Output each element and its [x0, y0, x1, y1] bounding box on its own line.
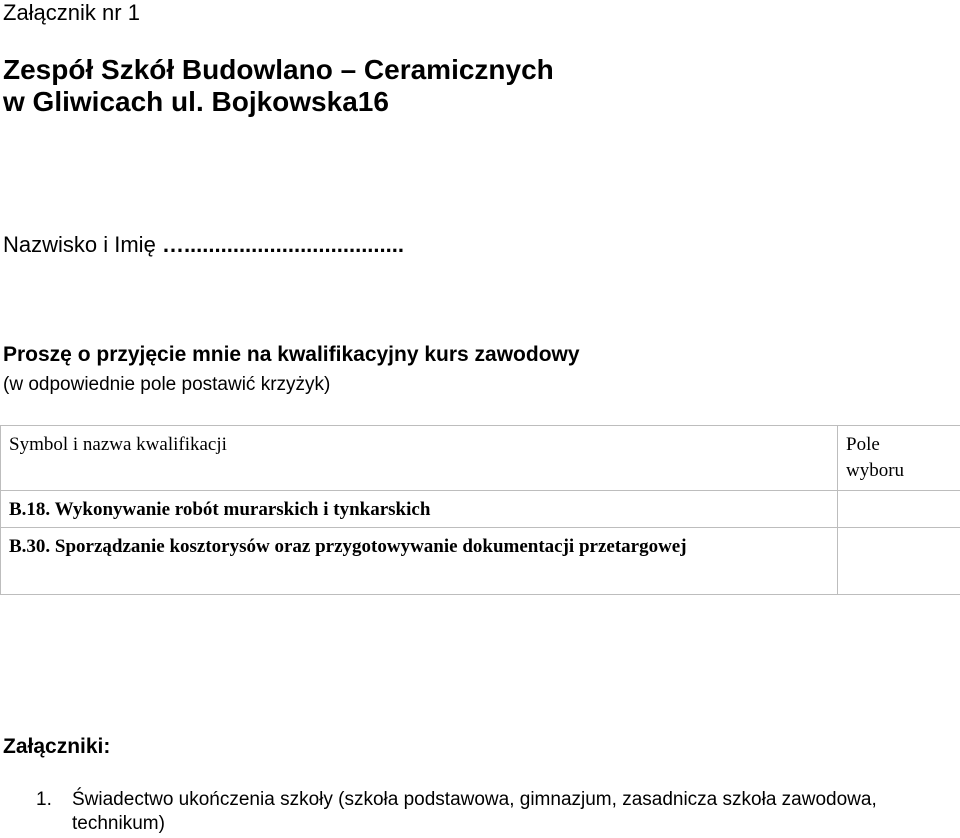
- school-name: [3, 54, 554, 118]
- header-choice-line-1: Pole: [846, 434, 880, 455]
- qualification-b30-choice-box[interactable]: [838, 528, 960, 595]
- qualification-b18-label: B.18. Wykonywanie robót murarskich i tynkarskich: [1, 491, 838, 528]
- school-name-line-1: Zespół Szkół Budowlano – Ceramicznych: [3, 54, 554, 85]
- table-row: [1, 491, 960, 528]
- qualification-b30-label: B.30. Sporządzanie kosztorysów oraz przygotowywanie dokumentacji przetargowej: [1, 528, 838, 595]
- name-field-dots[interactable]: …....................................: [161, 232, 404, 257]
- attachment-text: Świadectwo ukończenia szkoły (szkoła podstawowa, gimnazjum, zasadnicza szkoła zawodowa, technikum): [72, 789, 877, 834]
- qualification-b18-choice-box[interactable]: [838, 491, 960, 528]
- attachments-heading: Załączniki:: [3, 735, 111, 758]
- header-choice-line-2: wyboru: [846, 460, 905, 481]
- request-text: Proszę o przyjęcie mnie na kwalifikacyjny kurs zawodowy: [3, 343, 580, 366]
- header-choice-field: [838, 426, 960, 491]
- attachments-list: [36, 788, 936, 836]
- header-qualification-name: Symbol i nazwa kwalifikacji: [1, 426, 838, 491]
- annex-label: Załącznik nr 1: [3, 0, 140, 25]
- name-field-label: Nazwisko i Imię: [3, 232, 156, 257]
- name-field[interactable]: [3, 232, 404, 258]
- qualifications-table: [0, 425, 960, 595]
- instruction-text: (w odpowiednie pole postawić krzyżyk): [3, 374, 331, 395]
- school-name-line-2: w Gliwicach ul. Bojkowska16: [3, 86, 389, 117]
- table-header-row: [1, 426, 960, 491]
- table-row: [1, 528, 960, 595]
- attachment-number: 1.: [36, 789, 52, 810]
- list-item: [36, 788, 936, 836]
